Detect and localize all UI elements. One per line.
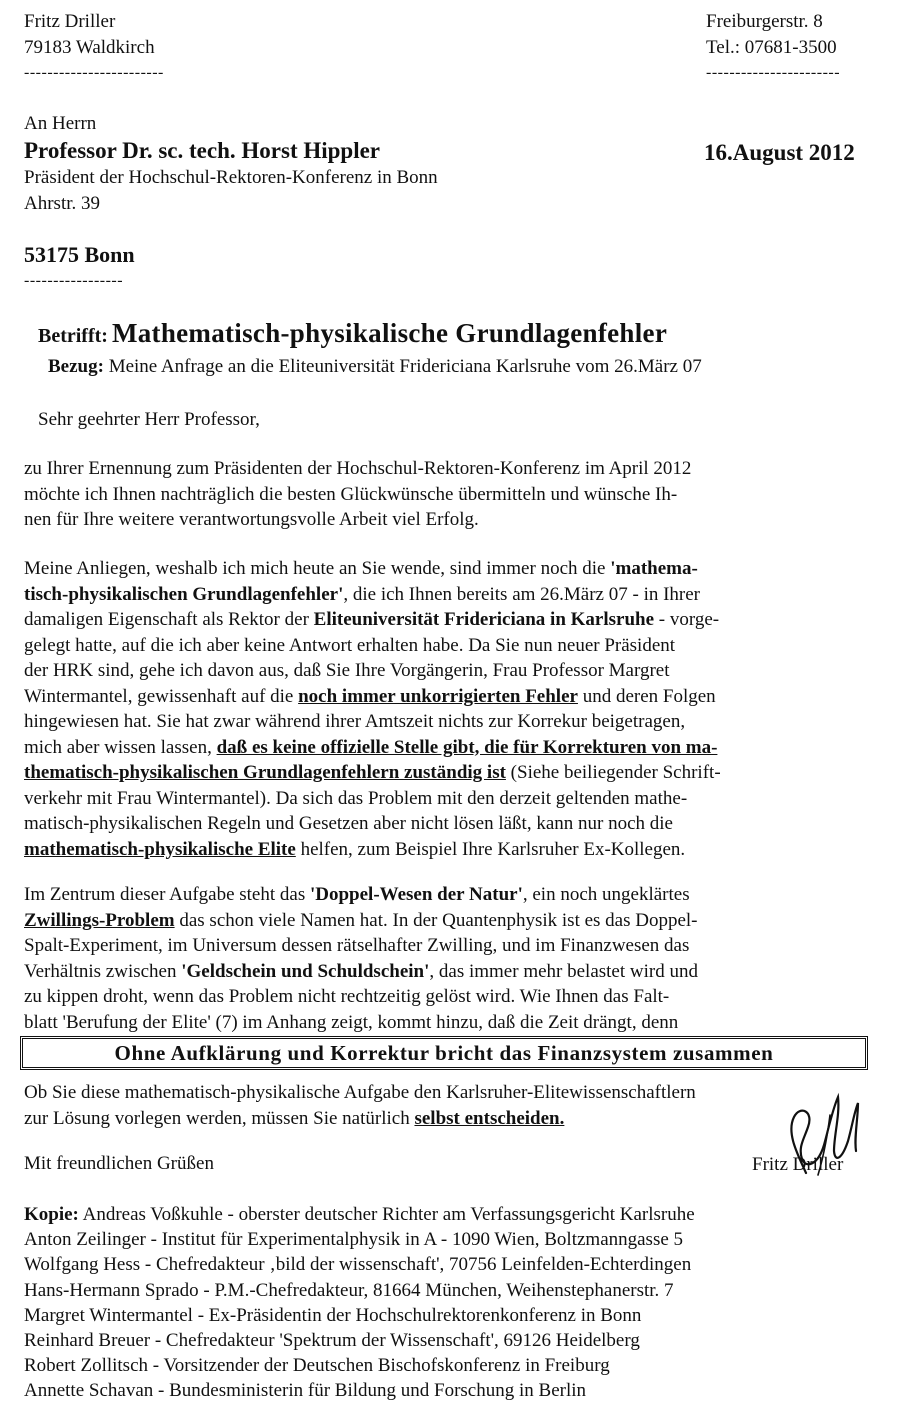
- text-run: das schon viele Namen hat. In der Quantenphysik ist es das Doppel-: [174, 909, 698, 931]
- paragraph-line: [24, 735, 870, 761]
- paragraph-line: [24, 582, 870, 608]
- paragraph-line: hingewiesen hat. Sie hat zwar während ihrer Amtszeit nichts zur Korrekur beigetragen,: [24, 711, 686, 732]
- text-run: mich aber wissen lassen,: [24, 736, 217, 758]
- paragraph-line: [24, 760, 870, 786]
- paragraph-3: [24, 882, 870, 1035]
- paragraph-line: [24, 837, 870, 863]
- recipient-divider: -----------------: [24, 272, 124, 289]
- paragraph-line: Ob Sie diese mathematisch-physikalische Aufgabe den Karlsruher-Elitewissenschaftlern: [24, 1082, 696, 1103]
- sender-divider-right: -----------------------: [706, 64, 841, 81]
- reference-line: [48, 355, 702, 379]
- boxed-statement: Ohne Aufklärung und Korrektur bricht das Finanzsystem zusammen: [20, 1036, 868, 1070]
- paragraph-line: zu Ihrer Ernennung zum Präsidenten der Hochschul-Rektoren-Konferenz im April 2012: [24, 458, 692, 479]
- paragraph-line: [24, 556, 870, 582]
- sender-phone: Tel.: 07681-3500: [706, 37, 837, 58]
- text-run: (Siehe beiliegender Schrift-: [505, 762, 721, 783]
- reference-text: Meine Anfrage an die Eliteuniversität Fridericiana Karlsruhe vom 26.März 07: [108, 356, 702, 377]
- paragraph-line: [24, 684, 870, 710]
- paragraph-line: zu kippen droht, wenn das Problem nicht rechtzeitig gelöst wird. Wie Ihnen das Falt-: [24, 986, 670, 1007]
- copy-line: Annette Schavan - Bundesministerin für Bildung und Forschung in Berlin: [24, 1380, 587, 1402]
- subject-title: Mathematisch-physikalische Grundlagenfehler: [111, 318, 668, 348]
- underlined-emphasis: thematisch-physikalischen Grundlagenfehlern zuständig ist: [24, 762, 506, 783]
- underlined-emphasis: selbst entscheiden.: [414, 1107, 565, 1129]
- sender-city: 79183 Waldkirch: [24, 37, 155, 58]
- recipient-role: Präsident der Hochschul-Rektoren-Konferenz in Bonn: [24, 167, 438, 188]
- paragraph-line: nen für Ihre weitere verantwortungsvolle Arbeit viel Erfolg.: [24, 509, 479, 530]
- copy-line: Robert Zollitsch - Vorsitzender der Deutschen Bischofskonferenz in Freiburg: [24, 1355, 610, 1377]
- copy-line: [24, 1202, 695, 1227]
- text-run: Meine Anliegen, weshalb ich mich heute an Sie wende, sind immer noch die: [24, 558, 611, 579]
- underlined-emphasis: Zwillings-Problem: [24, 909, 175, 931]
- paragraph-line: möchte ich Ihnen nachträglich die besten Glückwünsche übermitteln und wünsche Ih-: [24, 483, 678, 505]
- copy-line: Reinhard Breuer - Chefredakteur 'Spektrum der Wissenschaft', 69126 Heidelberg: [24, 1330, 640, 1352]
- copy-recipients: [24, 1202, 695, 1404]
- copy-line: Margret Wintermantel - Ex-Präsidentin der Hochschulrektorenkonferenz in Bonn: [24, 1304, 642, 1326]
- paragraph-line: [24, 908, 870, 934]
- copy-line: Wolfgang Hess - Chefredakteur ‚bild der wissenschaft', 70756 Leinfelden-Echterdingen: [24, 1254, 692, 1276]
- emphasis-run: 'Geldschein und Schuldschein': [181, 960, 430, 982]
- text-run: , die ich Ihnen bereits am 26.März 07 - in Ihrer: [343, 583, 701, 605]
- recipient-city: 53175 Bonn: [24, 242, 135, 267]
- paragraph-2: [24, 556, 870, 862]
- letter-date: 16.August 2012: [704, 140, 855, 165]
- reference-label: Bezug:: [48, 356, 104, 377]
- text-run: zur Lösung vorlegen werden, müssen Sie natürlich: [24, 1107, 415, 1129]
- text-run: - vorge-: [654, 609, 720, 630]
- paragraph-line: matisch-physikalischen Regeln und Gesetzen aber nicht lösen läßt, kann nur noch die: [24, 813, 673, 834]
- text-run: damaligen Eigenschaft als Rektor der: [24, 609, 314, 630]
- greeting: Sehr geehrter Herr Professor,: [38, 409, 260, 430]
- text-run: , das immer mehr belastet wird und: [429, 960, 698, 982]
- copy-line: Anton Zeilinger - Institut für Experimentalphysik in A - 1090 Wien, Boltzmanngasse 5: [24, 1229, 684, 1251]
- paragraph-line: der HRK sind, gehe ich davon aus, daß Sie Ihre Vorgängerin, Frau Professor Margret: [24, 660, 670, 681]
- paragraph-line: [24, 959, 870, 985]
- recipient-name: Professor Dr. sc. tech. Horst Hippler: [24, 138, 381, 163]
- paragraph-line: verkehr mit Frau Wintermantel). Da sich das Problem mit den derzeit geltenden mathe-: [24, 787, 688, 809]
- copy-entry: Andreas Voßkuhle - oberster deutscher Richter am Verfassungsgericht Karlsruhe: [82, 1204, 695, 1225]
- text-run: Wintermantel, gewissenhaft auf die: [24, 685, 299, 707]
- paragraph-line: blatt 'Berufung der Elite' (7) im Anhang zeigt, kommt hinzu, daß die Zeit drängt, denn: [24, 1011, 679, 1033]
- emphasis-run: 'mathema-: [610, 558, 698, 579]
- text-run: helfen, zum Beispiel Ihre Karlsruher Ex-Kollegen.: [295, 838, 686, 860]
- signature-name: Fritz Driller: [752, 1154, 844, 1175]
- paragraph-line: [24, 607, 870, 633]
- text-run: und deren Folgen: [577, 685, 716, 707]
- paragraph-line: Spalt-Experiment, im Universum dessen rätselhafter Zwilling, und im Finanzwesen das: [24, 935, 690, 956]
- sender-divider: ------------------------: [24, 64, 164, 81]
- underlined-emphasis: mathematisch-physikalische Elite: [24, 838, 296, 860]
- copy-line: Hans-Hermann Sprado - P.M.-Chefredakteur, 81664 München, Weihenstephanerstr. 7: [24, 1279, 674, 1301]
- paragraph-line: gelegt hatte, auf die ich aber keine Antwort erhalten habe. Da Sie nun neuer Präsident: [24, 634, 676, 656]
- paragraph-1: [24, 456, 870, 533]
- sender-street: Freiburgerstr. 8: [706, 11, 823, 32]
- copy-label: Kopie:: [24, 1204, 79, 1225]
- paragraph-line: [24, 882, 870, 908]
- closing: Mit freundlichen Grüßen: [24, 1153, 214, 1174]
- paragraph-4: [24, 1080, 870, 1131]
- emphasis-run: Eliteuniversität Fridericiana in Karlsruhe: [313, 609, 655, 630]
- underlined-emphasis: noch immer unkorrigierten Fehler: [298, 685, 578, 707]
- text-run: , ein noch ungeklärtes: [522, 884, 690, 905]
- subject-label: Betrifft:: [38, 325, 108, 347]
- recipient-street: Ahrstr. 39: [24, 193, 100, 214]
- subject-line: [38, 318, 667, 349]
- paragraph-line: [24, 1106, 870, 1132]
- emphasis-run: tisch-physikalischen Grundlagenfehler': [24, 583, 344, 605]
- underlined-emphasis: daß es keine offizielle Stelle gibt, die für Korrekturen von ma-: [216, 736, 718, 758]
- sender-name: Fritz Driller: [24, 11, 116, 32]
- text-run: Verhältnis zwischen: [24, 960, 182, 982]
- text-run: Im Zentrum dieser Aufgabe steht das: [24, 884, 310, 905]
- emphasis-run: 'Doppel-Wesen der Natur': [309, 884, 523, 905]
- recipient-salutation: An Herrn: [24, 113, 97, 134]
